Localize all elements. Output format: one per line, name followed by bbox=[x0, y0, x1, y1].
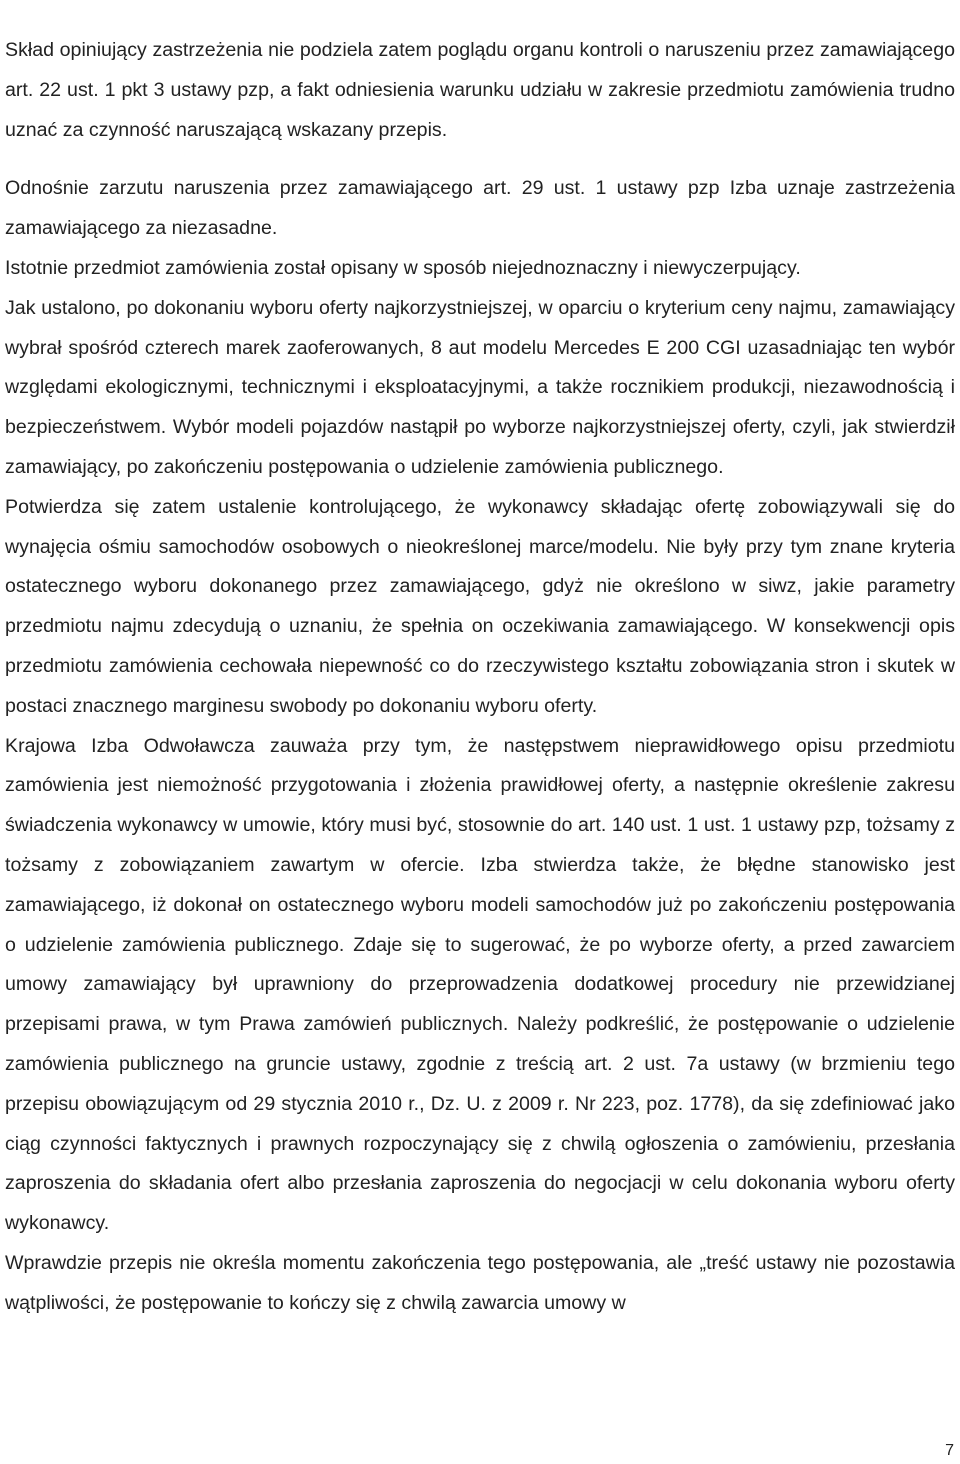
document-body bbox=[5, 31, 955, 1324]
paragraph-facts-established: Jak ustalono, po dokonaniu wyboru oferty najkorzystniejszej, w oparciu o kryterium ceny najmu, zamawiający wybrał spośród czterech marek zaoferowanych, 8 aut modelu Mercedes E 200 CGI uzasadniając ten wybór względami ekologicznymi, technicznymi i eksploatacyjnymi, a także rocznikiem produkcji, niezawodnością i bezpieczeństwem. Wybór modeli pojazdów nastąpił po wyborze najkorzystniejszej oferty, czyli, jak stwierdził zamawiający, po zakończeniu postępowania o udzielenie zamówienia publicznego. bbox=[5, 296, 955, 478]
paragraph-art-29-intro: Odnośnie zarzutu naruszenia przez zamawiającego art. 29 ust. 1 ustawy pzp Izba uznaje zastrzeżenia zamawiającego za niezasadne. bbox=[5, 177, 955, 240]
paragraph-kio-observation: Krajowa Izba Odwoławcza zauważa przy tym, że następstwem nieprawidłowego opisu przedmiotu zamówienia jest niemożność przygotowania i złożenia prawidłowej oferty, a następnie określenie zakresu świadczenia wykonawcy w umowie, który musi być, stosownie do art. 140 ust. 1 ust. 1 ustawy pzp, tożsamy z tożsamy z zobowiązaniem zawartym w ofercie. Izba stwierdza także, że błędne stanowisko jest zamawiającego, iż dokonał on ostatecznego wyboru modeli samochodów już po zakończeniu postępowania o udzielenie zamówienia publicznego. Zdaje się to sugerować, że po wyborze oferty, a przed zawarciem umowy zamawiający był uprawniony do przeprowadzenia dodatkowej procedury nie przewidzianej przepisami prawa, w tym Prawa zamówień publicznych. Należy podkreślić, że postępowanie o udzielenie zamówienia publicznego na gruncie ustawy, zgodnie z treścią art. 2 ust. 7a ustawy (w brzmieniu tego przepisu obowiązującym od 29 stycznia 2010 r., Dz. U. z 2009 r. Nr 223, poz. 1778), da się zdefiniować jako ciąg czynności faktycznych i prawnych rozpoczynający się z chwilą ogłoszenia o zamówieniu, przesłania zaproszenia do składania ofert albo przesłania zaproszenia do negocjacji w celu dokonania wyboru oferty wykonawcy. bbox=[5, 734, 955, 1235]
paragraph-controller-finding: Potwierdza się zatem ustalenie kontrolującego, że wykonawcy składając ofertę zobowiązywali się do wynajęcia ośmiu samochodów osobowych o nieokreślonej marce/modelu. Nie były przy tym znane kryteria ostatecznego wyboru dokonanego przez zamawiającego, gdyż nie określono w siwz, jakie parametry przedmiotu najmu zdecydują o uznaniu, że spełnia on oczekiwania zamawiającego. W konsekwencji opis przedmiotu zamówienia cechowała niepewność co do rzeczywistego kształtu zobowiązania stron i skutek w postaci znacznego marginesu swobody po dokonaniu wyboru oferty. bbox=[5, 495, 955, 717]
paragraph-procedure-end: Wprawdzie przepis nie określa momentu zakończenia tego postępowania, ale „treść ustawy nie pozostawia wątpliwości, że postępowanie to kończy się z chwilą zawarcia umowy w bbox=[5, 1251, 955, 1314]
page-number: 7 bbox=[945, 1442, 954, 1459]
paragraph-ambiguous-description: Istotnie przedmiot zamówienia został opisany w sposób niejednoznaczny i niewyczerpujący. bbox=[5, 256, 801, 279]
paragraph-opinion-conclusion: Skład opiniujący zastrzeżenia nie podziela zatem poglądu organu kontroli o naruszeniu przez zamawiającego art. 22 ust. 1 pkt 3 ustawy pzp, a fakt odniesienia warunku udziału w zakresie przedmiotu zamówienia trudno uznać za czynność naruszającą wskazany przepis. bbox=[5, 39, 955, 141]
